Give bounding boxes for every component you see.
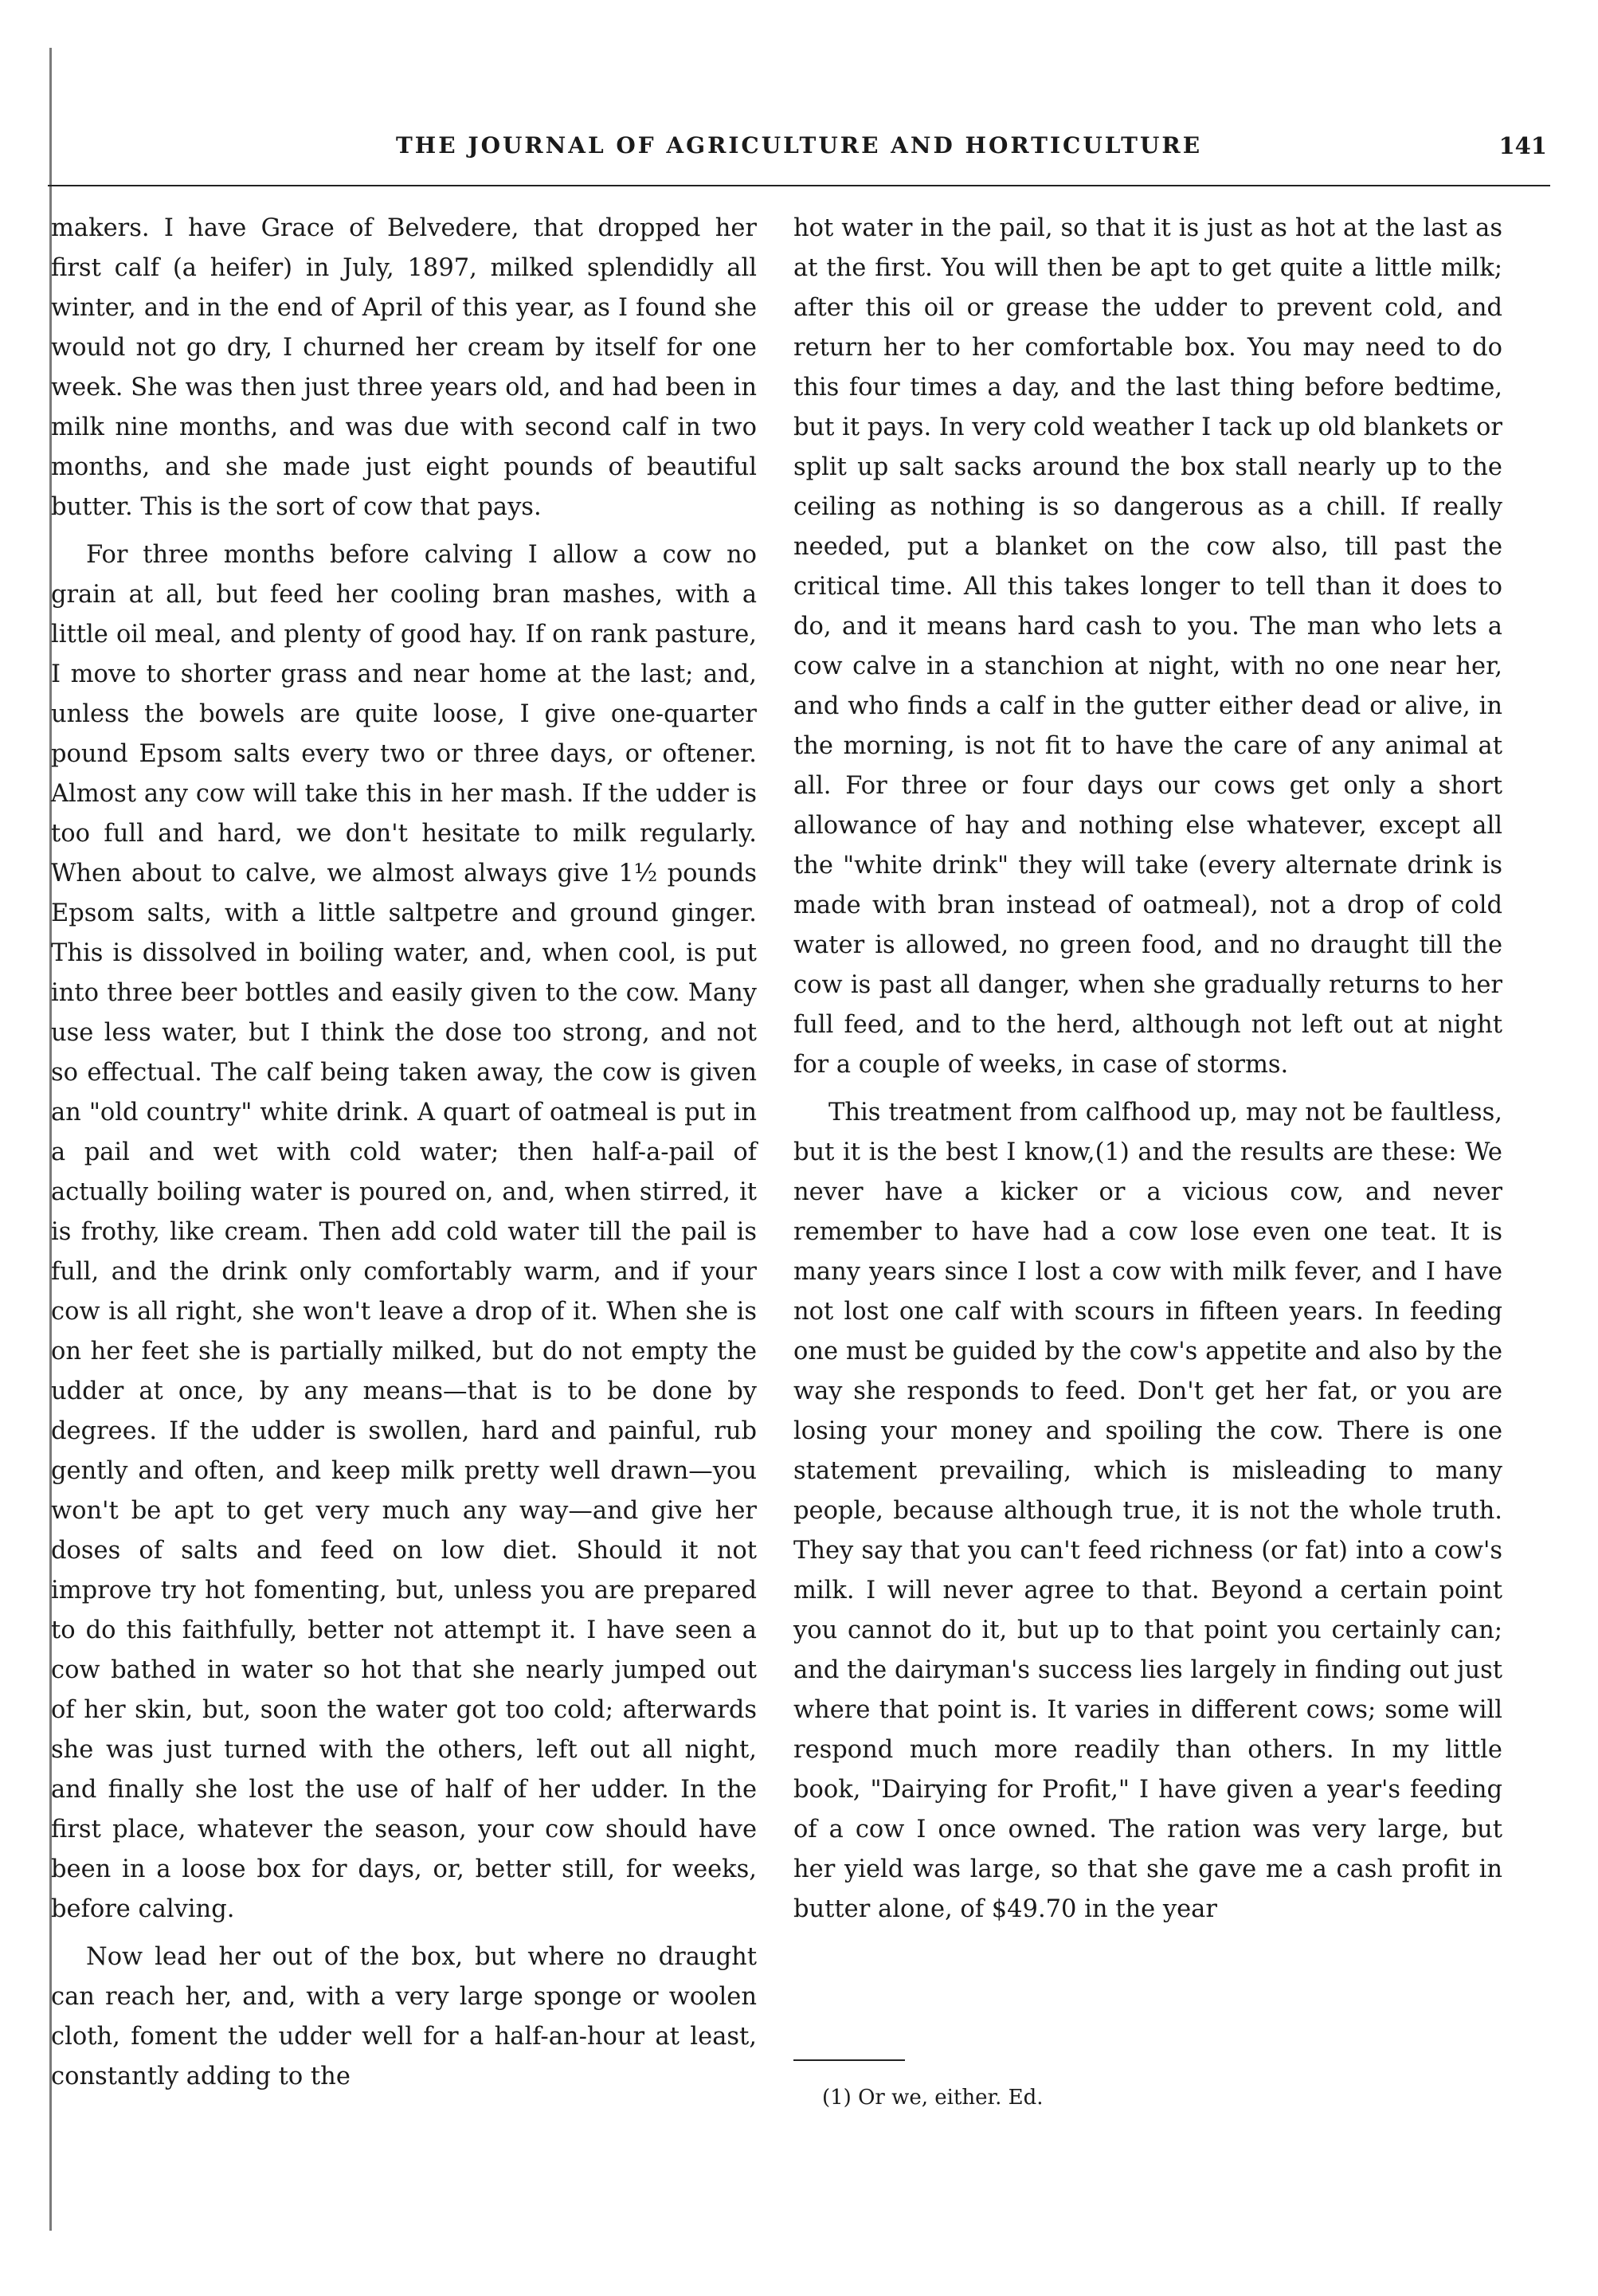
- paragraph: makers. I have Grace of Belvedere, that dropped her first calf (a heifer) in July, 1897, milked splendidly all winter, and in the end of April of this year, as I found she would not go dry, I churned her cream by itself for one week. She was then just three years old, and had been in milk nine months, and was due with second calf in two months, and she made just eight pounds of beautiful butter. This is the sort of cow that pays.: [51, 214, 757, 521]
- page-number: 141: [1498, 132, 1547, 159]
- running-head: THE JOURNAL OF AGRICULTURE AND HORTICULTURE: [395, 132, 1203, 159]
- right-column: [793, 209, 1502, 1937]
- header-rule: [48, 185, 1550, 186]
- footnote-rule: [793, 2059, 905, 2061]
- paragraph: For three months before calving I allow a cow no grain at all, but feed her cooling bran mashes, with a little oil meal, and plenty of good hay. If on rank pasture, I move to shorter grass and near home at the last; and, unless the bowels are quite loose, I give one-quarter pound Epsom salts every two or three days, or oftener. Almost any cow will take this in her mash. If the udder is too full and hard, we don't hesitate to milk regularly. When about to calve, we almost always give 1½ pounds Epsom salts, with a little saltpetre and ground ginger. This is dissolved in boiling water, and, when cool, is put into three beer bottles and easily given to the cow. Many use less water, but I think the dose too strong, and not so effectual. The calf being taken away, the cow is given an "old country" white drink. A quart of oatmeal is put in a pail and wet with cold water; then half-a-pail of actually boiling water is poured on, and, when stirred, it is frothy, like cream. Then add cold water till the pail is full, and the drink only comfortably warm, and if your cow is all right, she won't leave a drop of it. When she is on her feet she is partially milked, but do not empty the udder at once, by any means—that is to be done by degrees. If the udder is swollen, hard and painful, rub gently and often, and keep milk pretty well drawn—you won't be apt to get very much any way—and give her doses of salts and feed on low diet. Should it not improve try hot fomenting, but, unless you are prepared to do this faithfully, better not attempt it. I have seen a cow bathed in water so hot that she nearly jumped out of her skin, but, soon the water got too cold; afterwards she was just turned with the others, left out all night, and finally she lost the use of half of her udder. In the first place, whatever the season, your cow should have been in a loose box for days, or, better still, for weeks, before calving.: [51, 541, 757, 1923]
- paragraph: hot water in the pail, so that it is just as hot at the last as at the first. You will then be apt to get quite a little milk; after this oil or grease the udder to prevent cold, and return her to her comfortable box. You may need to do this four times a day, and the last thing before bedtime, but it pays. In very cold weather I tack up old blankets or split up salt sacks around the box stall nearly up to the ceiling as nothing is so dangerous as a chill. If really needed, put a blanket on the cow also, till past the critical time. All this takes longer to tell than it does to do, and it means hard cash to you. The man who lets a cow calve in a stanchion at night, with no one near her, and who finds a calf in the gutter either dead or alive, in the morning, is not fit to have the care of any animal at all. For three or four days our cows get only a short allowance of hay and nothing else whatever, except all the "white drink" they will take (every alternate drink is made with bran instead of oatmeal), not a drop of cold water is allowed, no green food, and no draught till the cow is past all danger, when she gradually returns to her full feed, and to the herd, although not left out at night for a couple of weeks, in case of storms.: [793, 214, 1502, 1079]
- paragraph: Now lead her out of the box, but where no draught can reach her, and, with a very large sponge or woolen cloth, foment the udder well for a half-an-hour at least, constantly adding to the: [51, 1943, 757, 2090]
- paragraph: This treatment from calfhood up, may not be faultless, but it is the best I know,(1) and the results are these: We never have a kicker or a vicious cow, and never remember to have had a cow lose even one teat. It is many years since I lost a cow with milk fever, and I have not lost one calf with scours in fifteen years. In feeding one must be guided by the cow's appetite and also by the way she responds to feed. Don't get her fat, or you are losing your money and spoiling the cow. There is one statement prevailing, which is misleading to many people, because although true, it is not the whole truth. They say that you can't feed richness (or fat) into a cow's milk. I will never agree to that. Beyond a certain point you cannot do it, but up to that point you certainly can; and the dairyman's success lies largely in finding out just where that point is. It varies in different cows; some will respond much more readily than others. In my little book, "Dairying for Profit," I have given a year's feeding of a cow I once owned. The ration was very large, but her yield was large, so that she gave me a cash profit in butter alone, of $49.70 in the year: [793, 1099, 1502, 1923]
- left-column: [51, 209, 757, 2105]
- footnote: (1) Or we, either. Ed.: [822, 2086, 1044, 2110]
- page-header: [48, 132, 1550, 177]
